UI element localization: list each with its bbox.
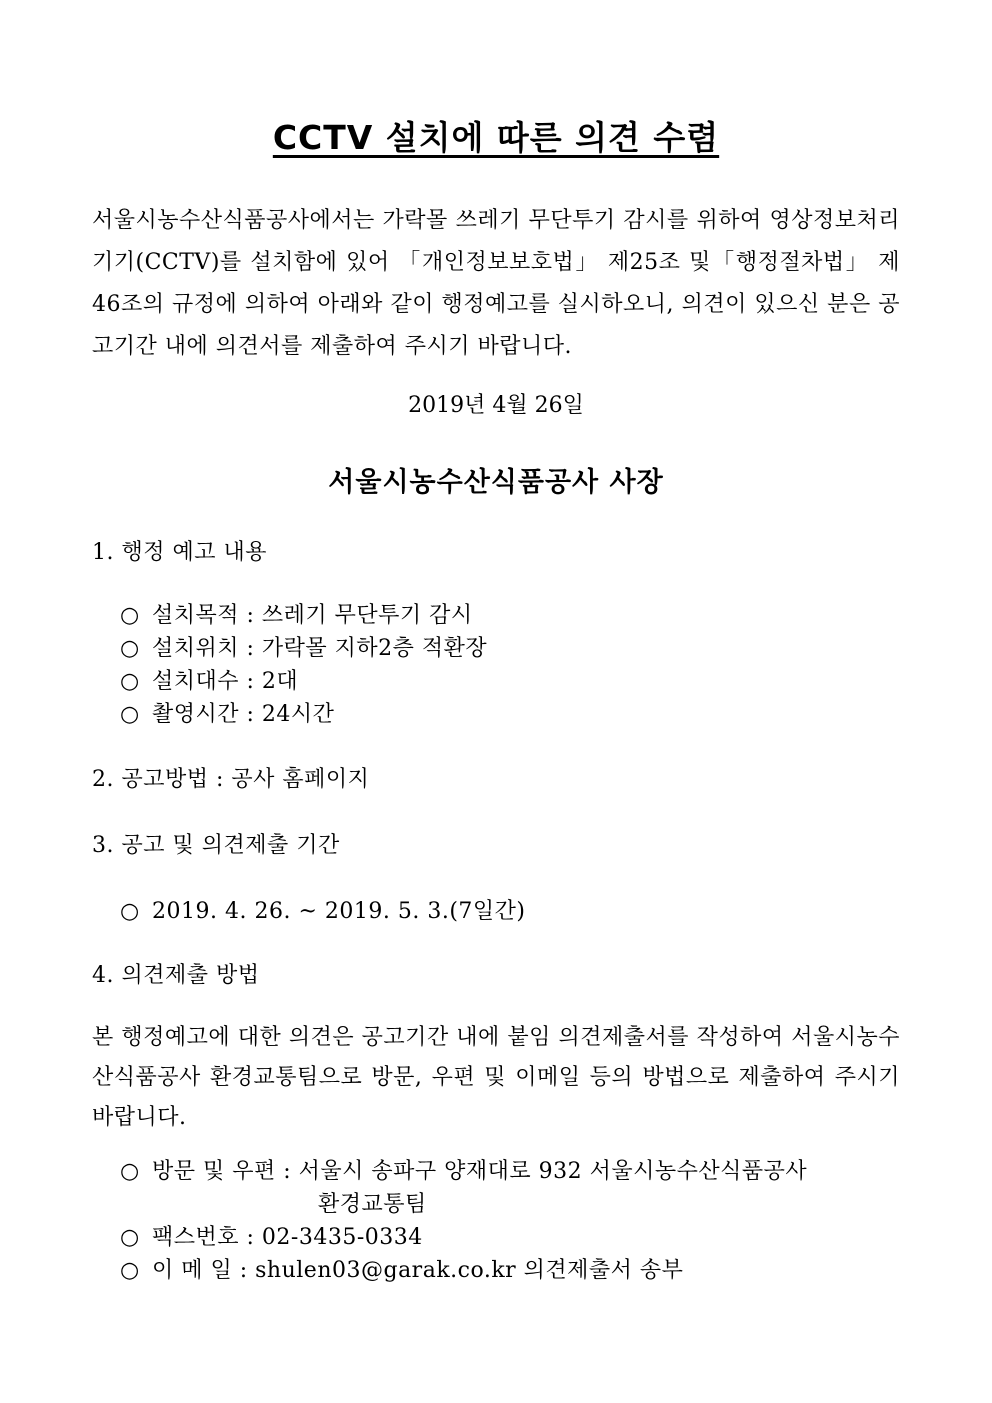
list-item: ○ 설치위치 : 가락몰 지하2층 적환장: [120, 636, 488, 661]
list-item: ○ 설치목적 : 쓰레기 무단투기 감시: [120, 603, 473, 628]
bullet-icon: ○: [120, 636, 140, 661]
bullet-icon: ○: [120, 1258, 140, 1283]
document-title: CCTV 설치에 따른 의견 수렴: [272, 118, 720, 157]
bullet-icon: ○: [120, 603, 140, 628]
list-item: ○ 방문 및 우편 : 서울시 송파구 양재대로 932 서울시농수산식품공사: [120, 1159, 808, 1184]
bullet-icon: ○: [120, 899, 140, 924]
bullet-icon: ○: [120, 669, 140, 694]
intro-paragraph: 서울시농수산식품공사에서는 가락몰 쓰레기 무단투기 감시를 위하여 영상정보처리기기(CCTV)를 설치함에 있어 「개인정보보호법」 제25조 및「행정절차법」 제46조의 규정에 의하여 아래와 같이 행정예고를 실시하오니, 의견이 있으신 분은 공고기간 내에 의견서를 제출하여 주시기 바랍니다.: [92, 208, 900, 359]
bullet-icon: ○: [120, 1225, 140, 1250]
list-item: ○ 2019. 4. 26. ~ 2019. 5. 3.(7일간): [120, 899, 526, 924]
section1-heading: 1. 행정 예고 내용: [92, 540, 267, 565]
notice-date: 2019년 4월 26일: [408, 393, 584, 418]
list-item: ○ 이 메 일 : shulen03@garak.co.kr 의견제출서 송부: [120, 1258, 684, 1283]
signer: 서울시농수산식품공사 사장: [328, 467, 664, 498]
list-item: ○ 설치대수 : 2대: [120, 669, 299, 694]
bullet-icon: ○: [120, 1159, 140, 1184]
section4-heading: 4. 의견제출 방법: [92, 963, 260, 988]
list-item: ○ 팩스번호 : 02-3435-0334: [120, 1225, 423, 1250]
section2-heading: 2. 공고방법 : 공사 홈페이지: [92, 767, 370, 792]
section3-heading: 3. 공고 및 의견제출 기간: [92, 833, 340, 858]
list-item-continuation: 환경교통팀: [318, 1192, 427, 1217]
section4-paragraph: 본 행정예고에 대한 의견은 공고기간 내에 붙임 의견제출서를 작성하여 서울시농수산식품공사 환경교통팀으로 방문, 우편 및 이메일 등의 방법으로 제출하여 주시기 바랍니다.: [92, 1025, 900, 1130]
bullet-icon: ○: [120, 702, 140, 727]
list-item: ○ 촬영시간 : 24시간: [120, 702, 335, 727]
